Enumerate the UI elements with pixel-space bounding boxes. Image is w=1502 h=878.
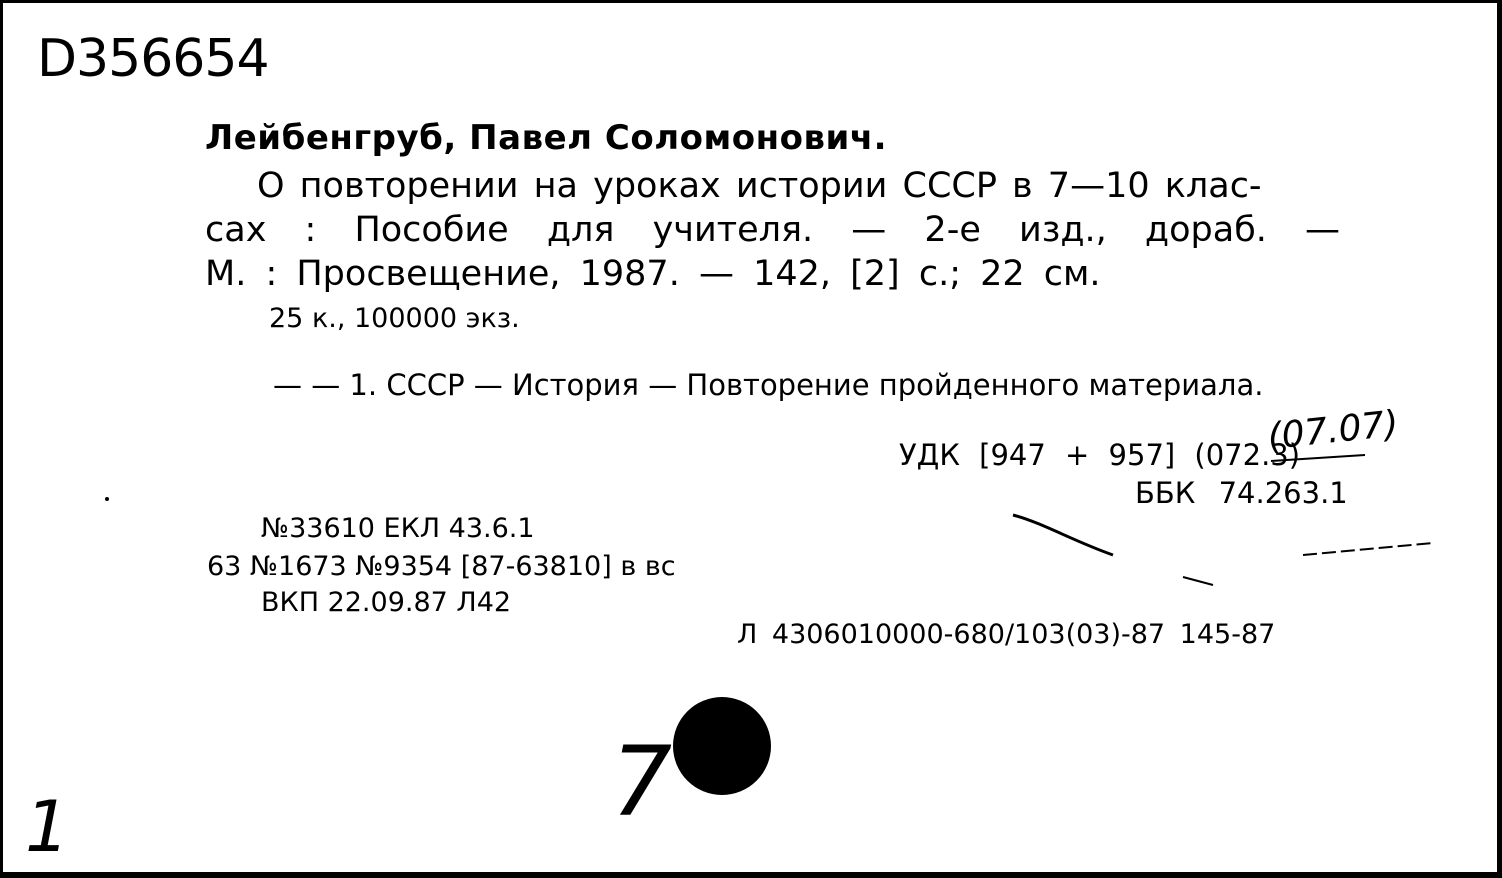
handwritten-seven: 7 [611, 726, 673, 838]
code-line-2: 63 №1673 №9354 [87-63810] в вс [207, 551, 676, 582]
code-line-3: ВКП 22.09.87 Л42 [261, 587, 512, 618]
author-heading: Лейбенгруб, Павел Соломонович. [205, 118, 888, 158]
udk-classification: УДК [947 + 957] (072.3) [899, 438, 1301, 472]
ink-speck [105, 497, 109, 501]
bbk-classification: ББК 74.263.1 [1135, 476, 1348, 510]
handwritten-one: 1 [25, 786, 70, 868]
subject-heading: — — 1. СССР — История — Повторение пройденного материала. [273, 368, 1264, 402]
title-line-2: сах : Пособие для учителя. — 2-е изд., дораб. — [205, 210, 1341, 250]
inventory-prefix: D [37, 29, 77, 89]
title-line-3: М. : Просвещение, 1987. — 142, [2] с.; 22 см. [205, 254, 1101, 294]
pen-stroke-2 [1183, 577, 1213, 585]
catalog-code: Л 4306010000-680/103(03)-87 145-87 [737, 619, 1276, 650]
handwritten-marks [3, 3, 1497, 872]
code-line-1: №33610 ЕКЛ 43.6.1 [261, 513, 535, 544]
udk-correction-handwritten: (07.07) [1265, 403, 1401, 458]
price-edition: 25 к., 100000 экз. [269, 303, 520, 334]
title-line-1: О повторении на уроках истории СССР в 7—10 клас- [257, 166, 1262, 206]
pen-stroke-3 [1303, 543, 1433, 555]
inventory-digits: 356654 [76, 29, 269, 89]
pen-stroke [1013, 515, 1113, 555]
